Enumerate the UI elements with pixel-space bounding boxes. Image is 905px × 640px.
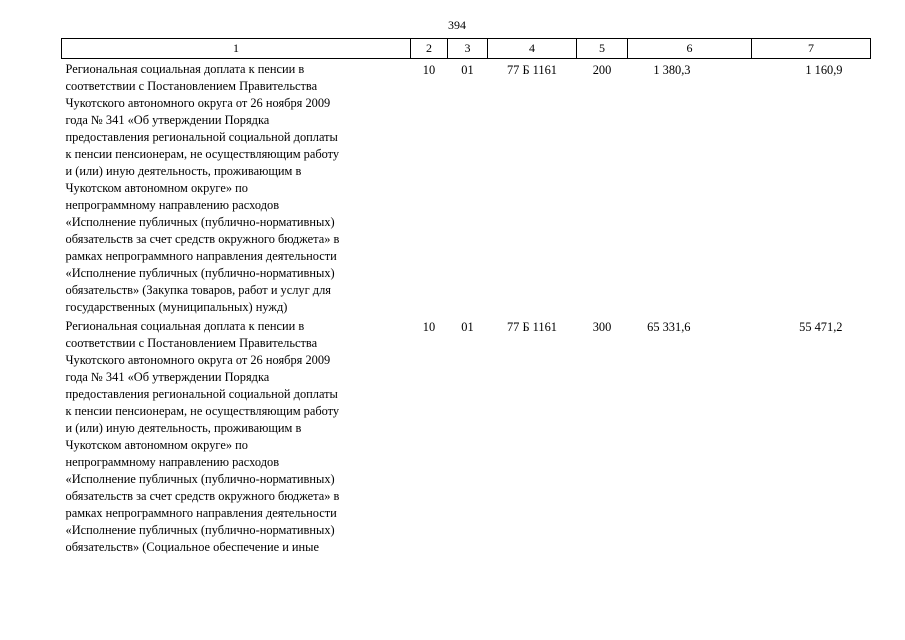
column-header-5: 5 <box>577 39 628 59</box>
amount-column-6: 65 331,6 <box>647 320 691 334</box>
description-line: соответствии с Постановлением Правительства <box>65 79 318 93</box>
description-line: Региональная социальная доплата к пенсии в <box>65 62 305 76</box>
description-line: предоставления региональной социальной доплаты <box>65 387 338 401</box>
description-line: рамках непрограммного направления деятельности <box>65 506 337 520</box>
expense-type-code: 300 <box>592 320 612 334</box>
amount-column-6: 1 380,3 <box>653 63 691 77</box>
subsection-code: 01 <box>461 320 474 334</box>
amount-column-7: 55 471,2 <box>799 320 843 334</box>
description-line: рамках непрограммного направления деятельности <box>65 249 337 263</box>
table-row <box>62 316 871 556</box>
description-line: года № 341 «Об утверждении Порядка <box>65 370 270 384</box>
description-line: непрограммному направлению расходов <box>65 198 280 212</box>
column-header-4: 4 <box>488 39 577 59</box>
description-line: предоставления региональной социальной доплаты <box>65 130 338 144</box>
section-code: 10 <box>422 320 436 334</box>
subsection-code: 01 <box>461 63 474 77</box>
table-row <box>62 59 871 317</box>
description-line: «Исполнение публичных (публично-нормативных) <box>65 266 335 280</box>
budget-table <box>61 38 871 556</box>
page-number: 394 <box>448 18 466 32</box>
description-line: непрограммному направлению расходов <box>65 455 280 469</box>
description-line: «Исполнение публичных (публично-нормативных) <box>65 523 335 537</box>
amount-column-7: 1 160,9 <box>805 63 843 77</box>
column-header-2: 2 <box>411 39 448 59</box>
header-row <box>62 39 871 59</box>
description-line: и (или) иную деятельность, проживающим в <box>65 421 302 435</box>
row-description <box>62 59 411 317</box>
description-line: и (или) иную деятельность, проживающим в <box>65 164 302 178</box>
column-header-1: 1 <box>62 39 411 59</box>
description-line: обязательств за счет средств окружного бюджета» в <box>65 232 340 246</box>
description-line: «Исполнение публичных (публично-нормативных) <box>65 472 335 486</box>
row-description <box>62 316 411 556</box>
section-code: 10 <box>422 63 436 77</box>
description-line: «Исполнение публичных (публично-нормативных) <box>65 215 335 229</box>
description-line: к пенсии пенсионерам, не осуществляющим работу <box>65 147 340 161</box>
column-header-7: 7 <box>752 39 871 59</box>
expense-type-code: 200 <box>592 63 612 77</box>
description-line: к пенсии пенсионерам, не осуществляющим работу <box>65 404 340 418</box>
description-line: обязательств» (Закупка товаров, работ и услуг для <box>65 283 331 297</box>
description-line: государственных (муниципальных) нужд) <box>65 300 288 314</box>
target-article-code: 77 Б 1161 <box>506 320 558 334</box>
column-header-6: 6 <box>628 39 752 59</box>
description-line: Чукотского автономного округа от 26 ноября 2009 <box>65 353 331 367</box>
column-header-3: 3 <box>448 39 488 59</box>
description-line: Чукотском автономном округе» по <box>65 181 248 195</box>
description-line: обязательств за счет средств окружного бюджета» в <box>65 489 340 503</box>
description-line: обязательств» (Социальное обеспечение и иные <box>65 540 320 554</box>
description-line: Региональная социальная доплата к пенсии в <box>65 319 305 333</box>
description-line: года № 341 «Об утверждении Порядка <box>65 113 270 127</box>
description-line: соответствии с Постановлением Правительства <box>65 336 318 350</box>
description-line: Чукотского автономного округа от 26 ноября 2009 <box>65 96 331 110</box>
description-line: Чукотском автономном округе» по <box>65 438 248 452</box>
target-article-code: 77 Б 1161 <box>506 63 558 77</box>
